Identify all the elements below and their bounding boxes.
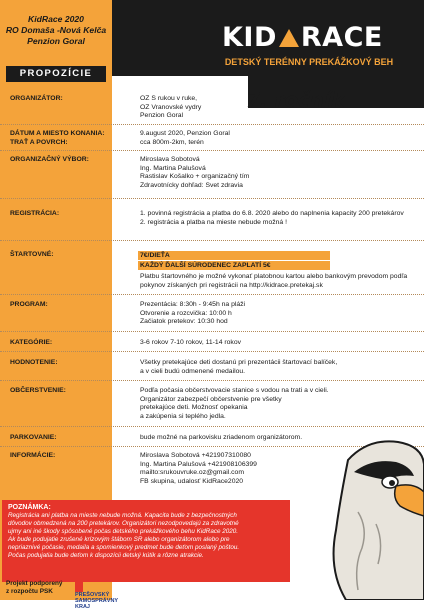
value-obcerstvenie xyxy=(140,387,329,421)
psk-emblem-icon xyxy=(75,582,83,592)
sponsor-text xyxy=(6,580,62,595)
event-venue: Penzion Goral xyxy=(27,36,85,46)
eagle-mascot-icon xyxy=(318,420,424,600)
value-datum xyxy=(140,130,230,147)
hodnotenie-line: a v cieli budú odmenené medailou. xyxy=(140,367,246,375)
vybor-line: Zdravotnícky dohľad: Svet zdravia xyxy=(140,181,243,189)
divider xyxy=(0,351,424,352)
obcerstvenie-line: a zakúpenia si teplého jedla. xyxy=(140,412,226,420)
sibling-price-box: KAŽDÝ ĎALŠÍ SÚRODENEC ZAPLATÍ 5€ xyxy=(138,261,330,270)
kraj-line: KRAJ xyxy=(75,604,90,610)
program-line: Začiatok pretekov: 10:30 hod xyxy=(140,318,228,326)
informacie-line: Miroslava Sobotová +421907310080 xyxy=(140,452,251,459)
obcerstvenie-line: pretekajúce deti. Možnosť opekania xyxy=(140,404,248,412)
trat-label: TRAŤ A POVRCH: xyxy=(10,138,68,146)
propozicie-title: PROPOZÍCIE xyxy=(6,66,106,82)
price-box: 7€/DIEŤA xyxy=(138,251,330,260)
divider xyxy=(0,240,424,241)
divider xyxy=(0,331,424,332)
sponsor-line: Projekt podporený xyxy=(6,580,63,587)
obcerstvenie-line: Organizátor zabezpečí občerstvenie pre všetky xyxy=(140,395,282,403)
label-parkovanie: PARKOVANIE: xyxy=(10,434,57,441)
sponsor-line: z rozpočtu PSK xyxy=(6,587,53,595)
label-hodnotenie: HODNOTENIE: xyxy=(10,359,58,366)
vybor-line: Miroslava Sobotová xyxy=(140,156,200,163)
datum-line: 9.august 2020, Penzion Goral xyxy=(140,130,230,137)
triangle-icon xyxy=(279,29,299,47)
value-hodnotenie xyxy=(140,359,337,376)
divider xyxy=(0,198,424,199)
startovne-line: pokynov získaných pri registrácii na http://kidrace.pretekaj.sk xyxy=(140,281,323,289)
note-line: ujmy ani iné škody spôsobené počas detského prekážkového behu KidRace 2020. xyxy=(8,528,238,535)
divider xyxy=(0,150,424,151)
program-line: Prezentácia: 8:30h - 9:45h na pláži xyxy=(140,301,246,308)
event-place: RO Domaša -Nová Kelča xyxy=(5,25,107,35)
value-kategorie: 3-6 rokov 7-10 rokov, 11-14 rokov xyxy=(140,339,241,346)
vybor-line: Rastislav Košalko + organizačný tím xyxy=(140,173,250,181)
value-parkovanie: bude možné na parkovisku zriadenom organizátorom. xyxy=(140,434,303,441)
informacie-line[interactable]: mailto:srukouvruke.oz@gmail.com xyxy=(140,469,244,477)
program-line: Otvorenie a rozcvička: 10:00 h xyxy=(140,309,232,317)
value-vybor xyxy=(140,156,249,190)
label-vybor: ORGANIZAČNÝ VÝBOR: xyxy=(10,156,89,163)
kraj-line: PREŠOVSKÝ xyxy=(75,592,110,598)
edition: 7. ročník xyxy=(246,88,345,112)
datum-label: DÁTUM A MIESTO KONANIA: xyxy=(10,130,105,137)
startovne-line: Platbu štartovného je možné vykonať platobnou kartou alebo bankovým prevodom podľa xyxy=(140,273,408,280)
informacie-line: FB skupina, udalosť KidRace2020 xyxy=(140,477,244,485)
label-kategorie: KATEGÓRIE: xyxy=(10,339,53,346)
divider xyxy=(0,380,424,381)
datum-line: cca 800m-2km, terén xyxy=(140,138,204,146)
note-line: Registrácia ani platba na mieste nebude možná. Kapacita bude z bezpečnostných xyxy=(8,512,237,519)
value-program xyxy=(140,301,245,327)
logo-right: RACE xyxy=(300,22,383,53)
organizator-line: Penzion Goral xyxy=(140,112,184,120)
note-title: POZNÁMKA: xyxy=(8,504,51,511)
label-registracia: REGISTRÁCIA: xyxy=(10,210,60,217)
value-organizator xyxy=(140,95,201,121)
registracia-line: 2. registrácia a platba na mieste nebude možná ! xyxy=(140,218,287,226)
event-header xyxy=(0,0,112,60)
hodnotenie-line: Všetky pretekajúce deti dostanú pri prezentácii štartovací balíček, xyxy=(140,359,338,366)
informacie-line: Ing. Martina Palušová +421908106399 xyxy=(140,460,257,468)
label-datum xyxy=(10,130,105,147)
organizator-line: OZ Vranovské vydry xyxy=(140,103,202,111)
value-startovne xyxy=(140,273,407,290)
note-line: Počas podujatia bude deťom k dispozícii detský kútik a rôzne atrakcie. xyxy=(8,552,204,559)
vybor-line: Ing. Martina Palušová xyxy=(140,164,206,172)
event-name: KidRace 2020 xyxy=(28,14,84,24)
kraj-line: SAMOSPRÁVNY xyxy=(75,598,119,604)
note-line: Ak bude podujatie zrušené krízovým štábom SR alebo organizátorom alebo pre xyxy=(8,536,230,543)
divider xyxy=(0,294,424,295)
organizator-line: OZ S rukou v ruke, xyxy=(140,95,198,102)
obcerstvenie-line: Podľa počasia občerstvovacie stanice s vodou na trati a v cieli. xyxy=(140,387,329,394)
divider xyxy=(0,124,424,125)
value-informacie xyxy=(140,452,257,486)
psk-logo xyxy=(75,582,123,610)
subtitle: DETSKÝ TERÉNNY PREKÁŽKOVÝ BEH xyxy=(224,57,394,67)
label-obcerstvenie: OBČERSTVENIE: xyxy=(10,387,66,394)
label-informacie: INFORMÁCIE: xyxy=(10,452,56,459)
label-startovne: ŠTARTOVNÉ: xyxy=(10,251,54,258)
note-line: dôvodov obmedzená na 200 pretekárov. Organizátori nezodpovedajú za zdravotné xyxy=(8,520,239,527)
value-registracia xyxy=(140,210,404,227)
label-program: PROGRAM: xyxy=(10,301,48,308)
kidrace-logo xyxy=(222,22,383,53)
logo-left: KID xyxy=(222,22,277,53)
note-box xyxy=(2,500,290,582)
label-organizator: ORGANIZÁTOR: xyxy=(10,95,63,102)
registracia-line: 1. povinná registrácia a platba do 6.8. 2020 alebo do naplnenia kapacity 200 pretekárov xyxy=(140,210,404,217)
note-line: nepriaznivé počasie, medaila a spomienkový predmet bude deťom poslaný poštou. xyxy=(8,544,240,551)
